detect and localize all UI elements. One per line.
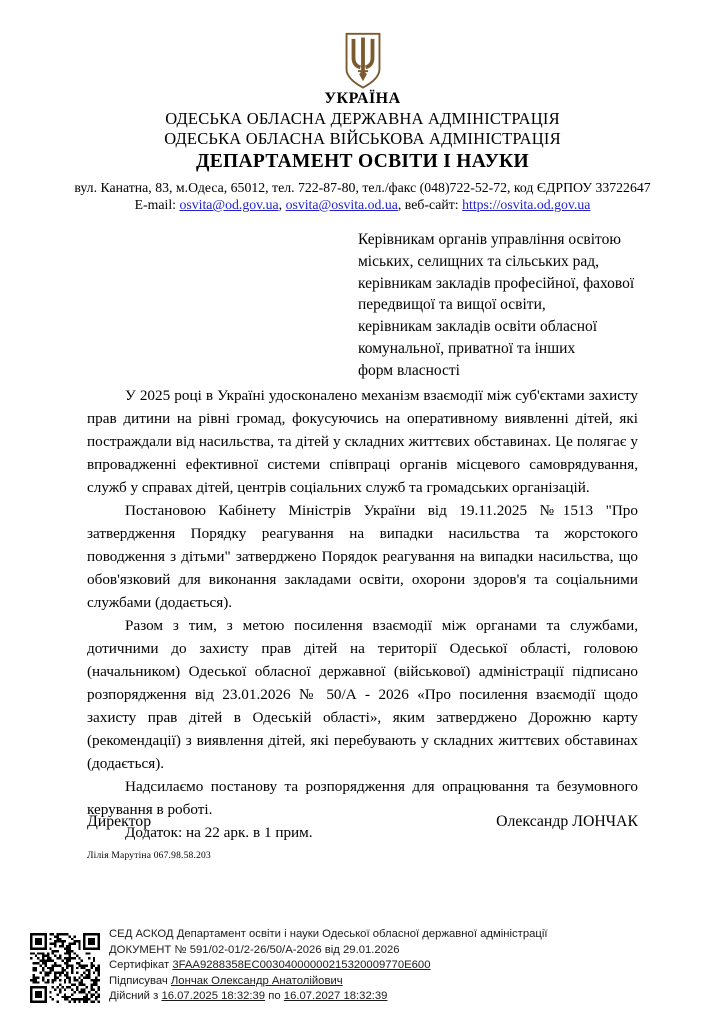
letter-body [87,384,638,844]
valid-from-date: 16.07.2025 18:32:39 [161,990,266,1003]
recipient-line: комунальної, приватної та інших [358,339,576,357]
valid-label-to: по [265,990,284,1003]
signer-position: Директор [87,813,152,830]
email-link-2[interactable]: osvita@osvita.od.ua [285,197,398,212]
body-paragraph-3: Разом з тим, з метою посилення взаємодії між органами та службами, дотичними до захисту прав дітей на території Одеської області, головою (начальником) Одеської обласної державної (військової) адміністрації підписано розпорядження від 23.01.2026 № 50/А - 2026 «Про посилення взаємодії щодо захисту прав дітей в Одеській області», яким затверджено Дорожню карту (рекомендації) з виявлення дітей, які перебувають у складних життєвих обставинах (додається). [87,617,638,772]
country-title: УКРАЇНА [324,90,401,107]
stamp-text-block [109,926,548,1005]
email-link-1[interactable]: osvita@od.gov.ua [179,197,279,212]
recipient-line: передвищої та вищої освіти, [358,296,546,314]
department-title: ДЕПАРТАМЕНТ ОСВІТИ І НАУКИ [196,151,529,172]
recipient-line: Керівникам органів управління освітою [358,231,621,248]
address-line: вул. Канатна, 83, м.Одеса, 65012, тел. 722-87-80, тел./факс (048)722-52-72, код ЄДРПОУ 33722647 [74,180,651,195]
recipient-line: міських, селищних та сільських рад, [358,252,600,270]
email-label: E-mail: [134,197,180,212]
valid-label-from: Дійсний з [109,990,162,1003]
recipient-block [358,229,658,382]
qr-code [30,929,100,1007]
body-paragraph-4: Надсилаємо постанову та розпорядження для опрацювання та безумовного керування в роботі. [87,778,638,818]
stamp-system-line: СЕД АСКОД Департамент освіти і науки Одеської обласної державної адміністрації [109,928,548,940]
body-paragraph-2: Постановою Кабінету Міністрів України від 19.11.2025 №1513 "Про затвердження Порядку реагування на випадки насильства та жорстокого поводження з дітьми" затверджено Порядок реагування на випадки насильства, що обов'язковий для виконання закладами освіти, охорони здоров'я та соціальними службами (додається). [87,502,638,611]
website-link[interactable]: https://osvita.od.gov.ua [462,197,591,212]
signer-name: Олександр ЛОНЧАК [496,813,638,830]
contacts-line [0,197,725,213]
signatory-label: Підписувач [109,974,171,987]
executor-contact: Лілія Марутіна 067.98.58.203 [87,851,211,861]
administration-line-1: ОДЕСЬКА ОБЛАСНА ДЕРЖАВНА АДМІНІСТРАЦІЯ [165,109,560,128]
body-paragraph-1: У 2025 році в Україні удосконалено механізм взаємодії між суб'єктами захисту прав дитини на рівні громад, фокусуючись на оперативному виявленні дітей, які постраждали від насильства, та дітей у складних життєвих обставинах. Це полягає у впровадженні ефективної системи співпраці органів місцевого самоврядування, служб у справах дітей, центрів соціальних служб та громадських організацій. [87,387,638,496]
signature-row [87,813,638,831]
stamp-document-line: ДОКУМЕНТ № 591/02-01/2-26/50/А-2026 від 29.01.2026 [109,943,400,956]
signatory-value: Лончак Олександр Анатолійович [170,974,343,987]
certificate-value: 3FAA9288358EC00304000000215320009770E600 [172,959,431,972]
attachment-line: Додаток: на 22 арк. в 1 прим. [125,824,313,841]
stamp-certificate-line [109,958,548,974]
trident-icon [344,32,382,90]
administration-line-2: ОДЕСЬКА ОБЛАСНА ВІЙСЬКОВА АДМІНІСТРАЦІЯ [164,129,561,148]
certificate-label: Сертифікат [109,959,173,972]
recipient-line: форм власності [358,361,460,379]
stamp-validity-line [109,989,548,1005]
website-label: , веб-сайт: [397,197,463,212]
ukraine-trident-emblem [344,32,382,95]
recipient-line: керівникам закладів професійної, фахової [358,274,635,292]
digital-signature-stamp [30,926,548,1007]
stamp-signer-line [109,974,548,990]
valid-to-date: 16.07.2027 18:32:39 [283,990,388,1003]
recipient-line: керівникам закладів освіти обласної [358,318,598,336]
separator: , [278,197,286,212]
